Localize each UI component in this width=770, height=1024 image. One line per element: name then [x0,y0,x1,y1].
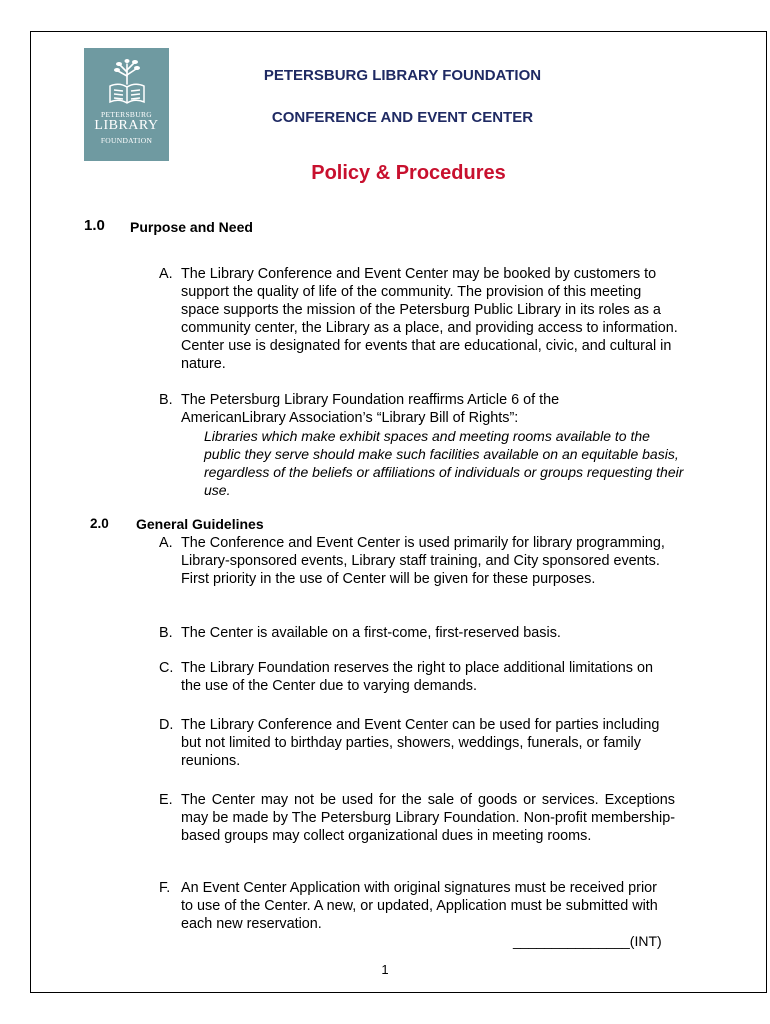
list-item-text: The Petersburg Library Foundation reaffirms Article 6 of the AmericanLibrary Association’s “Library Bill of Rights”: [181,392,560,426]
list-item-text: The Library Foundation reserves the right to place additional limitations on the use of the Center due to varying demands. [181,660,653,694]
list-item-letter: B. [159,392,173,408]
logo-line-2: LIBRARY [94,118,159,133]
foundation-logo [84,48,169,161]
section-number: 2.0 [90,516,109,531]
list-item-letter: D. [159,717,174,733]
section-number: 1.0 [84,217,105,234]
list-item-letter: C. [159,660,174,676]
initials-line: _______________(INT) [513,933,662,949]
list-item-letter: A. [159,535,173,551]
org-heading: PETERSBURG LIBRARY FOUNDATION [263,67,542,84]
list-item-text: The Center is available on a first-come, first-reserved basis. [181,625,561,641]
center-heading: CONFERENCE AND EVENT CENTER [271,109,534,126]
list-item-letter: B. [159,625,173,641]
list-item-text: The Library Conference and Event Center can be used for parties including but not limited to birthday parties, showers, weddings, funerals, or family reunions. [181,717,660,769]
list-item-letter: E. [159,792,173,808]
section-title: General Guidelines [136,516,264,532]
list-item-letter: F. [159,880,171,896]
list-item-text: The Conference and Event Center is used primarily for library programming, Library-sponsored events, Library staff training, and City sponsored events. First priority in the use of Center will be given for these purposes. [181,535,665,587]
list-item-text: The Center may not be used for the sale of goods or services. Exceptions may be made by The Petersburg Library Foundation. Non-profit membership-based groups may collect organizational dues in meeting rooms. [181,792,675,844]
page-number: 1 [381,962,389,977]
list-item-text: An Event Center Application with original signatures must be received prior to use of the Center. A new, or updated, Application must be submitted with each new reservation. [181,880,658,932]
logo-line-3: FOUNDATION [100,136,153,145]
document-title: Policy & Procedures [311,162,506,184]
list-item-text: The Library Conference and Event Center may be booked by customers to support the quality of life of the community. The provision of this meeting space supports the mission of the Petersburg Public Library in its roles as a community center, the Library as a place, and providing access to information. Center use is designated for events that are educational, civic, and cultural in nature. [181,266,678,372]
section-title: Purpose and Need [130,219,253,235]
logo-line-1: PETERSBURG [101,110,152,119]
tree-book-icon [107,56,147,108]
bill-of-rights-quote: Libraries which make exhibit spaces and meeting rooms available to the public they serve should make such facilities available on an equitable basis, regardless of the beliefs or affiliations of individuals or groups requesting their use. [204,428,684,498]
list-item-letter: A. [159,266,173,282]
